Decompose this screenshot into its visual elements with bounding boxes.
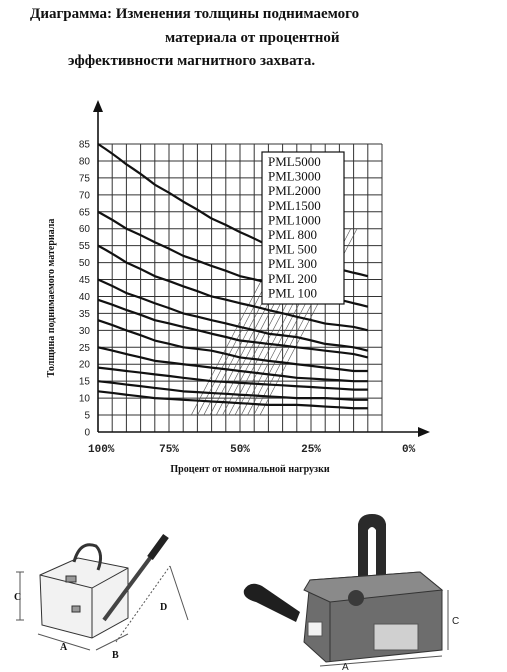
series-line-pml800 <box>98 320 368 371</box>
y-tick-label: 15 <box>78 376 90 388</box>
y-tick-label: 75 <box>78 173 90 185</box>
legend-item: PML1500 <box>268 197 321 213</box>
y-tick-label: 25 <box>78 342 90 354</box>
legend-item: PML3000 <box>268 168 321 184</box>
x-tick-label: 75% <box>159 444 179 456</box>
y-tick-label: 45 <box>78 275 90 287</box>
legend-item: PML2000 <box>268 183 321 199</box>
y-tick-label: 55 <box>78 241 90 253</box>
legend-item: PML 800 <box>268 227 317 242</box>
chart-title-line-2: материала от процентной <box>165 30 340 46</box>
chart-labels <box>46 140 416 476</box>
x-axis-label: Процент от номинальной нагрузки <box>170 464 330 475</box>
chart-legend <box>262 152 344 304</box>
drawing-label-d: D <box>160 602 168 613</box>
photo-label-a: A <box>342 662 349 672</box>
lifter-photo <box>244 514 448 666</box>
legend-item: PML 200 <box>268 270 317 286</box>
x-tick-label: 100% <box>88 444 115 456</box>
y-tick-label: 5 <box>84 410 90 422</box>
x-tick-label: 25% <box>301 444 321 456</box>
y-tick-label: 0 <box>84 427 90 439</box>
x-tick-label: 0% <box>402 444 416 456</box>
chart-title-line-1: Диаграмма: Изменения толщины поднимаемого <box>30 6 360 22</box>
legend-item: PML 100 <box>268 285 317 301</box>
y-tick-label: 35 <box>78 308 90 320</box>
y-tick-label: 20 <box>78 359 90 371</box>
y-tick-label: 50 <box>78 258 90 270</box>
x-tick-label: 50% <box>230 444 250 456</box>
y-axis-arrow <box>93 100 103 112</box>
y-tick-label: 85 <box>78 139 90 151</box>
y-tick-label: 40 <box>78 291 90 303</box>
photo-label-c: C <box>452 616 460 627</box>
y-tick-label: 65 <box>78 207 90 219</box>
y-tick-label: 80 <box>78 156 90 168</box>
y-tick-label: 30 <box>78 325 90 337</box>
y-axis-label: Толщина поднимаемого материала <box>46 218 57 378</box>
chart-title-line-3: эффективности магнитного захвата. <box>68 53 316 69</box>
legend-item: PML 300 <box>268 256 317 272</box>
drawing-label-a: A <box>60 642 68 653</box>
y-tick-label: 70 <box>78 190 90 202</box>
y-tick-label: 10 <box>78 393 90 405</box>
product-images <box>0 510 507 672</box>
chart-title <box>0 0 507 80</box>
legend-item: PML5000 <box>268 154 321 169</box>
legend-item: PML1000 <box>268 212 321 228</box>
x-axis-arrow <box>418 427 430 437</box>
y-tick-label: 60 <box>78 224 90 236</box>
series-line-pml1000 <box>98 300 368 358</box>
lifter-dimension-drawing <box>16 536 188 650</box>
lift-thickness-chart <box>0 90 507 480</box>
legend-item: PML 500 <box>268 241 317 257</box>
drawing-label-c: C <box>14 592 22 603</box>
drawing-label-b: B <box>112 650 119 661</box>
